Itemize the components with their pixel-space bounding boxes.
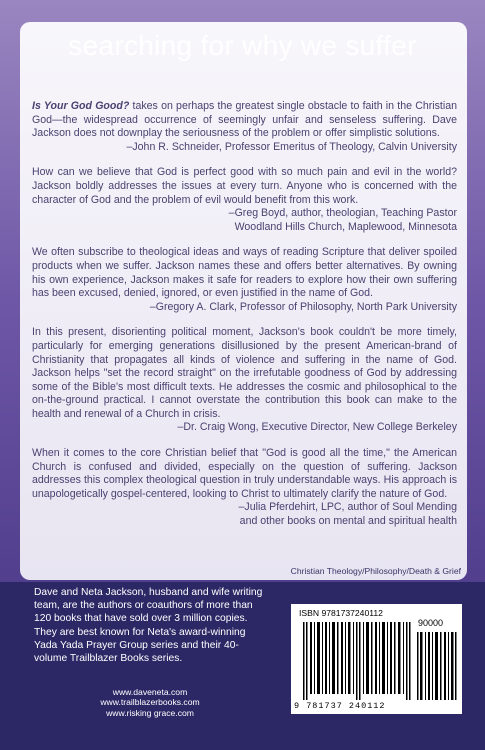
endorsement-text: In this present, disorienting political moment, Jackson's book couldn't be more timely, particularly for emerging generations disillusioned by the present American-brand of Christianity that propagates all kinds of violence and suffering in the name of God. Jackson helps "set the record straight" on the irrefutable goodness of God by addressing some of the Bible's most difficult texts. He addresses the cosmic and philosophical to the on-the-ground practical. I cannot overstate the contribution this book can make to the health and renewal of a Church in crisis. [32,326,457,420]
isbn-label: ISBN 9781737240112 [299,608,383,618]
endorsements [32,100,457,541]
author-bio: Dave and Neta Jackson, husband and wife writing team, are the authors or coauthors of more than 120 books that have sold over 3 million copies. They are best known for Neta's award-winning Yada Yada Prayer Group series and their 40-volume Trailblazer Books series. [34,587,263,665]
cover-title: searching for why we suffer [68,30,417,61]
endorsement-attribution: –John R. Schneider, Professor Emeritus of Theology, Calvin University [126,140,457,153]
link-daveneta[interactable]: www.daveneta.com [112,687,188,697]
link-trailblazer[interactable]: www.trailblazerbooks.com [100,697,200,708]
book-title: Is Your God Good? [32,100,130,112]
endorsement-attribution: –Gregory A. Clark, Professor of Philosophy, North Park University [149,300,457,313]
link-riskinggrace[interactable]: www.risking grace.com [106,707,194,718]
endorsement-attribution: –Julia Pferdehirt, LPC, author of Soul Mending [238,501,457,514]
genre-label: Christian Theology/Philosophy/Death & Grief [290,566,461,576]
author-links [34,687,266,718]
price-barcode [417,632,457,700]
endorsement-5 [32,447,457,529]
endorsement-4 [32,326,457,435]
barcode-digits: 9 781737 240112 [294,701,386,711]
endorsement-3 [32,246,457,314]
endorsement-text: We often subscribe to theological ideas and ways of reading Scripture that deliver spoiled products when we suffer. Jackson names these and offers better alternatives. By owning his own experience, Jackson makes it safe for readers to explore how their own suffering has been excused, denied, ignored, or even justified in the name of God. [32,246,457,300]
endorsement-attribution-line2: Woodland Hills Church, Maplewood, Minnesota [234,220,457,233]
endorsement-text: How can we believe that God is perfect good with so much pain and evil in the world? Jackson boldly addresses the issues at every turn. Anyone who is concerned with the character of God and the problem of evil would benefit from this work. [32,166,457,206]
endorsement-body: takes on perhaps the greatest single obstacle to faith in the Christian God—the widespread occurrence of seemingly unfair and senseless suffering. Dave Jackson does not downplay the seriousness of the problem or offer simplistic solutions. [32,100,457,140]
endorsement-attribution: –Greg Boyd, author, theologian, Teaching Pastor [228,207,457,220]
price-code: 90000 [418,618,444,628]
barcode-box [291,604,462,714]
endorsement-text [32,100,457,141]
endorsement-1 [32,100,457,154]
ean-barcode [303,622,413,700]
endorsement-attribution: –Dr. Craig Wong, Executive Director, New College Berkeley [177,421,457,434]
endorsement-2 [32,166,457,234]
endorsement-text: When it comes to the core Christian belief that "God is good all the time," the American Church is confused and divided, especially on the question of suffering. Jackson addresses this complex theological question in truly understandable ways. His approach is unapologetically gospel-centered, looking to Christ to ultimately clarify the nature of God. [32,447,457,500]
endorsement-attribution-line2: and other books on mental and spiritual health [239,515,457,528]
